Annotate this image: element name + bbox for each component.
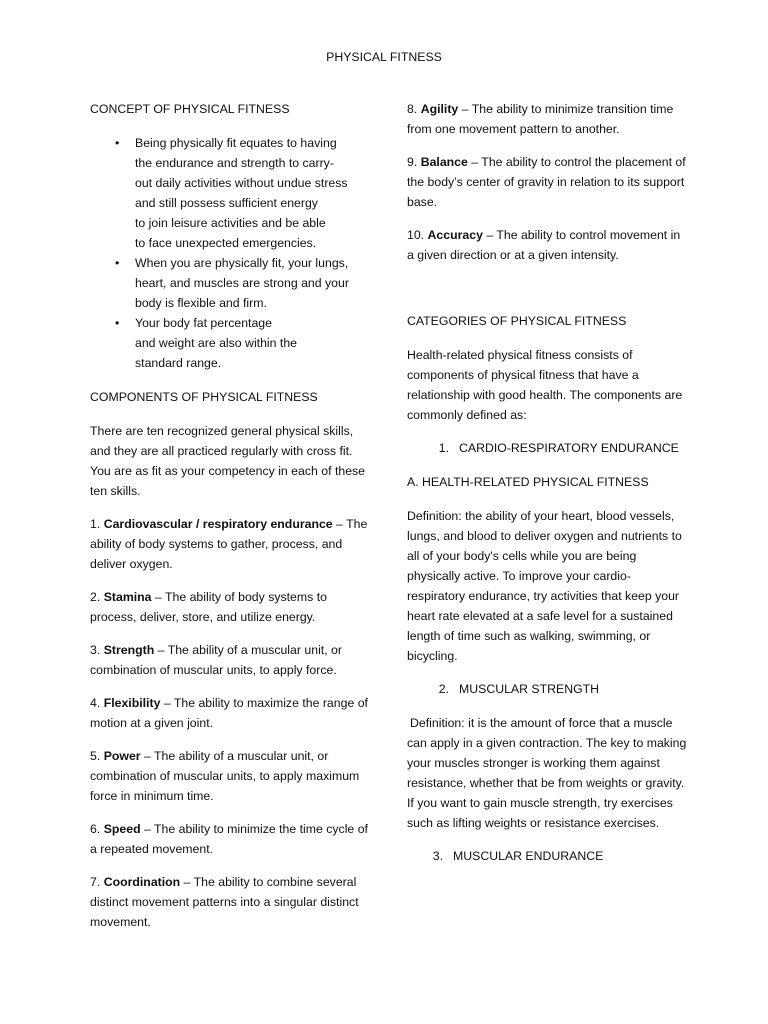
skill-item <box>90 587 368 627</box>
skill-item <box>407 99 687 139</box>
skill-desc: – The ability to combine several distinct movement patterns into a singular distinct movement. <box>90 875 359 929</box>
components-intro: There are ten recognized general physical skills, and they are all practiced regularly with cross fit. You are as fit as your competency in each of these ten skills. <box>90 424 366 498</box>
numbered-heading <box>407 679 687 699</box>
skill-name: Cardiovascular / respiratory endurance <box>103 517 333 531</box>
numbered-heading <box>407 438 687 458</box>
skill-name: Strength <box>103 643 155 657</box>
item-number: 2. <box>438 682 449 696</box>
bullet-line: out daily activities without undue stress <box>135 176 348 190</box>
skill-item <box>90 872 368 932</box>
skill-name: Stamina <box>103 590 152 604</box>
bullet-item <box>90 313 368 373</box>
skill-number: 9. <box>407 155 418 169</box>
skill-number: 1. <box>90 517 101 531</box>
skill-desc: – The ability to minimize the time cycle of a repeated movement. <box>90 822 368 856</box>
item-label: CARDIO-RESPIRATORY ENDURANCE <box>459 441 679 455</box>
skill-name: Coordination <box>103 875 181 889</box>
skill-desc: – The ability to maximize the range of motion at a given joint. <box>90 696 368 730</box>
bullet-line: heart, and muscles are strong and your <box>135 276 349 290</box>
skill-name: Agility <box>420 102 459 116</box>
bullet-line: and weight are also within the <box>135 336 298 350</box>
skill-number: 10. <box>407 228 425 242</box>
skill-number: 4. <box>90 696 101 710</box>
bullet-icon: • <box>115 316 120 330</box>
skill-item <box>90 819 368 859</box>
skill-name: Speed <box>103 822 141 836</box>
skill-number: 8. <box>407 102 418 116</box>
skill-desc: – The ability of body systems to gather, process, and deliver oxygen. <box>90 517 368 571</box>
skill-desc: – The ability to control the placement of the body’s center of gravity in relation to its support base. <box>407 155 686 209</box>
bullet-line: to face unexpected emergencies. <box>135 236 317 250</box>
bullet-line: Your body fat percentage <box>135 316 272 330</box>
bullet-icon: • <box>115 256 120 270</box>
bullet-line: standard range. <box>135 356 222 370</box>
left-column <box>90 99 368 945</box>
skill-item <box>90 640 368 680</box>
item-number: 3. <box>432 849 443 863</box>
definition-cardio: Definition: the ability of your heart, blood vessels, lungs, and blood to deliver oxygen and nutrients to all of your body's cells while you are being physically active. To improve your cardio-respiratory endurance, try activities that keep your heart rate elevated at a safe level for a sustained length of time such as walking, swimming, or bicycling. <box>407 509 682 663</box>
skill-name: Power <box>103 749 141 763</box>
skill-name: Balance <box>420 155 468 169</box>
bullet-line: body is flexible and firm. <box>135 296 267 310</box>
numbered-heading <box>407 846 687 866</box>
skill-number: 6. <box>90 822 101 836</box>
skill-number: 5. <box>90 749 101 763</box>
bullet-icon: • <box>115 136 120 150</box>
bullet-line: Being physically fit equates to having <box>135 136 337 150</box>
item-label: MUSCULAR STRENGTH <box>459 682 600 696</box>
skill-number: 7. <box>90 875 101 889</box>
bullet-item <box>90 133 368 253</box>
skill-number: 2. <box>90 590 101 604</box>
item-label: MUSCULAR ENDURANCE <box>453 849 604 863</box>
health-heading: A. HEALTH-RELATED PHYSICAL FITNESS <box>407 475 649 489</box>
skill-item <box>407 152 687 212</box>
bullet-line: and still possess sufficient energy <box>135 196 318 210</box>
item-number: 1. <box>438 441 449 455</box>
skill-desc: – The ability of body systems to process, deliver, store, and utilize energy. <box>90 590 327 624</box>
skill-item <box>90 514 368 574</box>
concept-heading: CONCEPT OF PHYSICAL FITNESS <box>90 102 290 116</box>
bullet-line: to join leisure activities and be able <box>135 216 326 230</box>
skill-name: Accuracy <box>427 228 483 242</box>
skill-item <box>407 225 687 265</box>
definition-strength: Definition: it is the amount of force that a muscle can apply in a given contraction. The key to making your muscles stronger is working them against resistance, whether that be from weights or gravity. If you want to gain muscle strength, try exercises such as lifting weights or resistance exercises. <box>407 716 687 830</box>
skill-desc: – The ability to control movement in a given direction or at a given intensity. <box>407 228 681 262</box>
skill-number: 3. <box>90 643 101 657</box>
bullet-item <box>90 253 368 313</box>
skill-desc: – The ability of a muscular unit, or combination of muscular units, to apply force. <box>90 643 342 677</box>
categories-heading: CATEGORIES OF PHYSICAL FITNESS <box>407 314 627 328</box>
components-heading: COMPONENTS OF PHYSICAL FITNESS <box>90 390 318 404</box>
bullet-line: When you are physically fit, your lungs, <box>135 256 349 270</box>
skill-name: Flexibility <box>103 696 161 710</box>
page-title: PHYSICAL FITNESS <box>326 50 442 64</box>
skill-desc: – The ability to minimize transition time from one movement pattern to another. <box>407 102 674 136</box>
bullet-line: the endurance and strength to carry- <box>135 156 334 170</box>
right-column <box>407 99 687 880</box>
skill-desc: – The ability of a muscular unit, or combination of muscular units, to apply maximum force in minimum time. <box>90 749 360 803</box>
skill-item <box>90 693 368 733</box>
categories-intro: Health-related physical fitness consists of components of physical fitness that have a relationship with good health. The components are commonly defined as: <box>407 348 683 422</box>
skill-item <box>90 746 368 806</box>
